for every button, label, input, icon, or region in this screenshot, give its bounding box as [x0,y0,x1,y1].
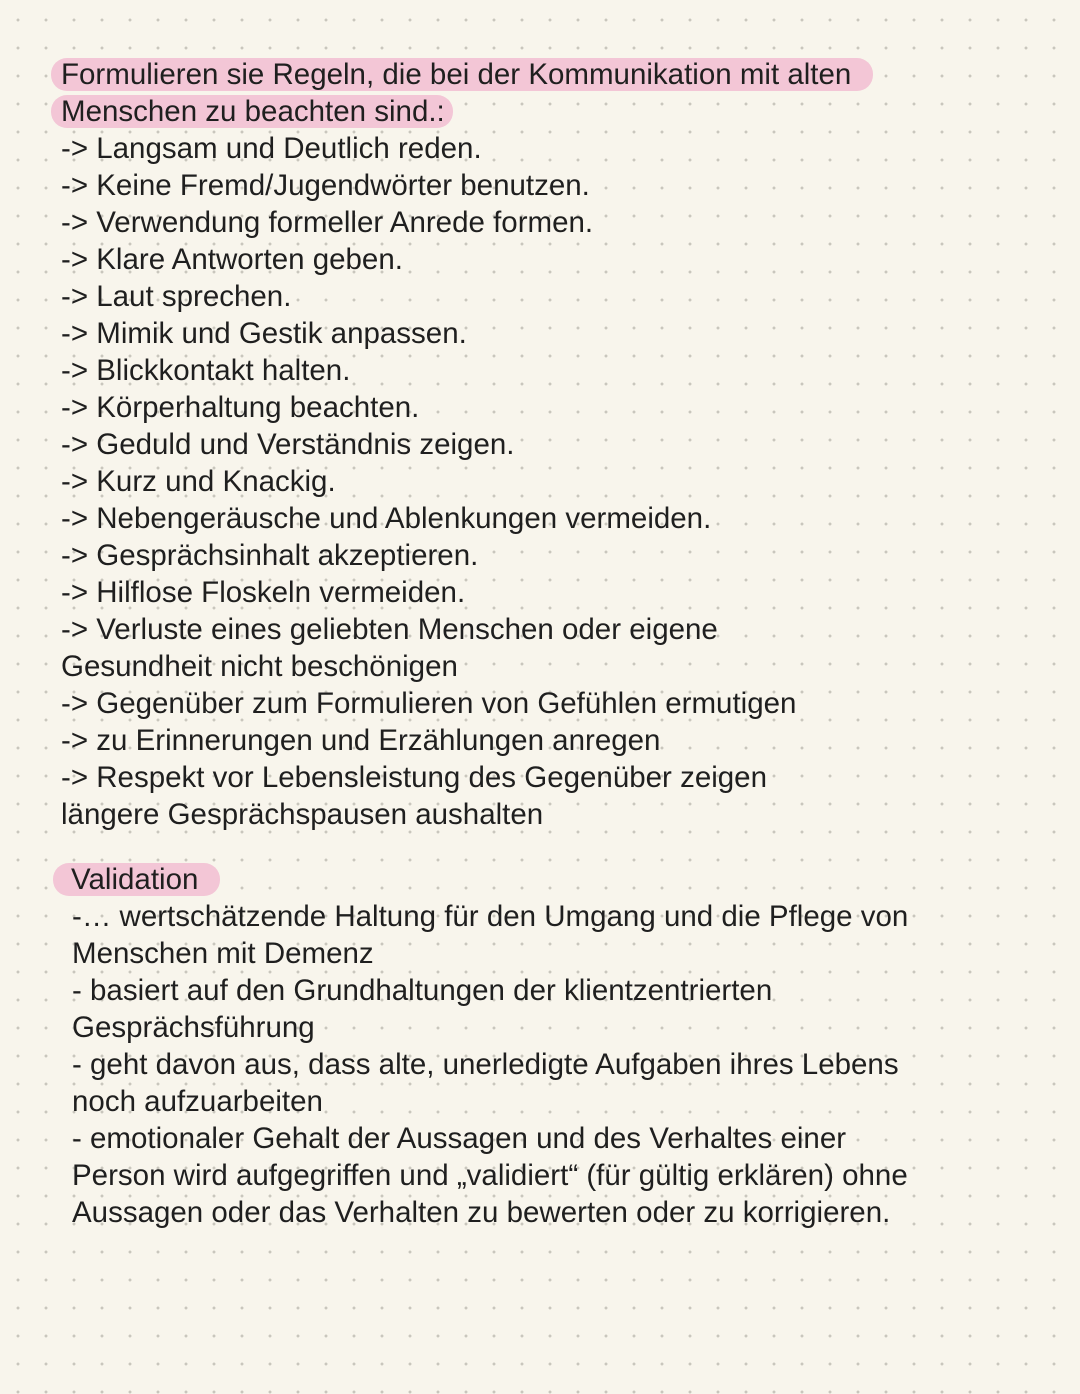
validation-line: Person wird aufgegriffen und „validiert“ (für gültig erklären) ohne [72,1159,908,1192]
validation-line: -… wertschätzende Haltung für den Umgang und die Pflege von [72,900,909,933]
rule-item: -> Hilflose Floskeln vermeiden. [61,576,466,609]
rules-list [61,130,1021,833]
question-highlight-2: Menschen zu beachten sind.: [51,95,453,128]
rule-item: -> Verwendung formeller Anrede formen. [61,206,594,239]
section-spacer [61,833,1021,861]
validation-text [72,898,1021,1231]
rule-item: -> Körperhaltung beachten. [61,391,420,424]
rule-item: -> Kurz und Knackig. [61,465,336,498]
rule-item: -> Klare Antworten geben. [61,243,403,276]
rule-item: -> Gegenüber zum Formulieren von Gefühlen ermutigen [61,687,797,720]
rule-item: -> zu Erinnerungen und Erzählungen anregen [61,724,661,757]
validation-line: noch aufzuarbeiten [72,1085,323,1118]
question-highlight-1: Formulieren sie Regeln, die bei der Kommunikation mit alten [51,58,873,91]
rule-item: -> Blickkontakt halten. [61,354,351,387]
question-line-1 [61,56,1021,93]
rule-item: -> Laut sprechen. [61,280,292,313]
validation-line: - basiert auf den Grundhaltungen der klientzentrierten [72,974,773,1007]
rule-item: -> Langsam und Deutlich reden. [61,132,482,165]
validation-line: Menschen mit Demenz [72,937,374,970]
rule-item: -> Respekt vor Lebensleistung des Gegenüber zeigen [61,761,767,794]
validation-heading-highlight: Validation [53,863,220,896]
validation-heading [71,861,1021,898]
rule-item: längere Gesprächspausen aushalten [61,798,544,831]
question-line-2 [61,93,1021,130]
validation-line: - geht davon aus, dass alte, unerledigte Aufgaben ihres Lebens [72,1048,899,1081]
rule-item: -> Keine Fremd/Jugendwörter benutzen. [61,169,590,202]
validation-line: Gesprächsführung [72,1011,315,1044]
note-page [61,56,1021,1231]
rule-item: -> Nebengeräusche und Ablenkungen vermeiden. [61,502,712,535]
rule-item: -> Gesprächsinhalt akzeptieren. [61,539,479,572]
rule-item: -> Mimik und Gestik anpassen. [61,317,467,350]
rule-item: -> Geduld und Verständnis zeigen. [61,428,515,461]
rule-item: Gesundheit nicht beschönigen [61,650,458,683]
rule-item: -> Verluste eines geliebten Menschen oder eigene [61,613,718,646]
validation-line: Aussagen oder das Verhalten zu bewerten oder zu korrigieren. [72,1196,891,1229]
validation-line: - emotionaler Gehalt der Aussagen und des Verhaltes einer [72,1122,847,1155]
